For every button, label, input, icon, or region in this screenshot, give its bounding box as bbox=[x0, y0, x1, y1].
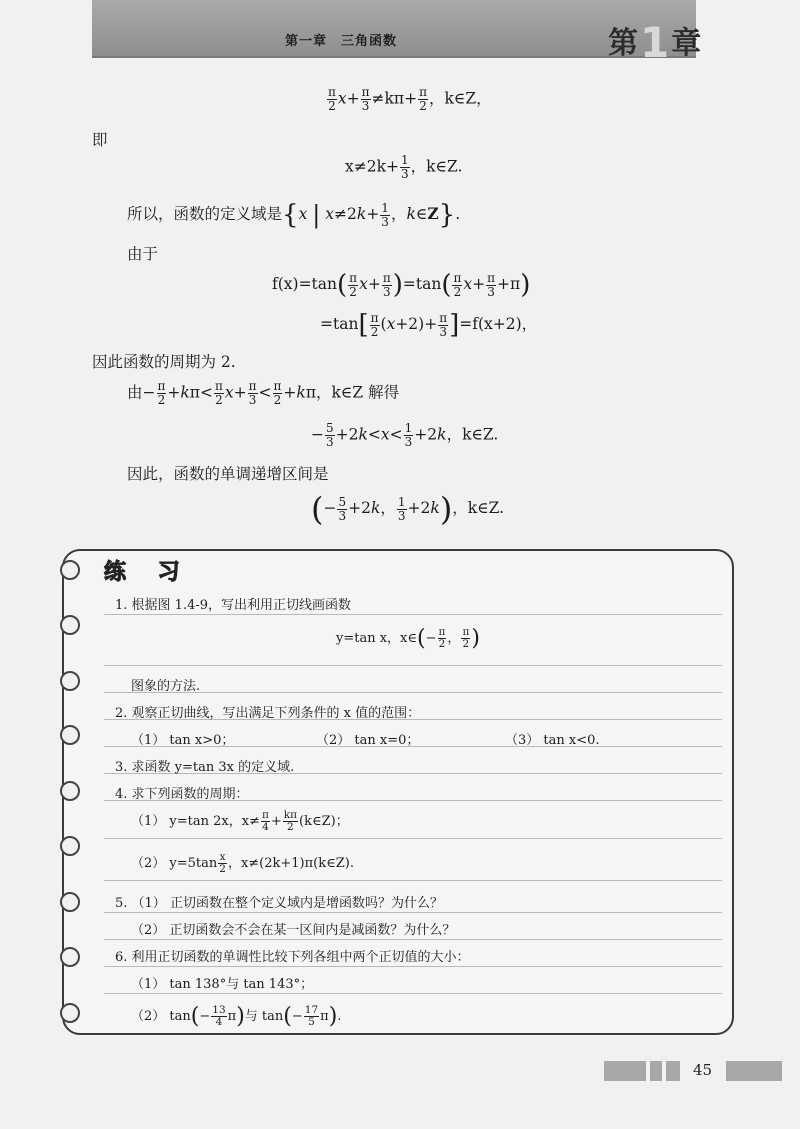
page-number: 45 bbox=[693, 1061, 713, 1079]
ruled-line bbox=[104, 939, 722, 940]
exercise-q2-a: （1） tan x>0； bbox=[131, 733, 235, 748]
exercise-q1-tail: 图象的方法. bbox=[131, 679, 201, 694]
period-sentence: 因此函数的周期为 2. bbox=[92, 353, 236, 371]
footer-bar bbox=[604, 1061, 646, 1081]
exercise-q1-formula: y=tan x，x∈(− $\frac{\pi}{2}$ ， $\frac{\pi}{2}$ ) bbox=[336, 626, 480, 651]
exercise-q3: 3. 求函数 y=tan 3x 的定义域. bbox=[115, 760, 295, 775]
equation-3: f(x)=tan( $\frac{\pi}{2}$ x+ $\frac{\pi}{3}$ )=tan( $\frac{\pi}{2}$ x+ $\frac{\pi}{3}$ +π) bbox=[272, 270, 531, 300]
chapter-header-bar bbox=[92, 0, 696, 58]
ruled-line bbox=[104, 614, 722, 615]
equation-2: x≠2k+ $\frac{1}{3}$ ，k∈Z. bbox=[345, 153, 463, 181]
equation-4: =tan[ $\frac{\pi}{2}$ (x+2)+ $\frac{\pi}{3}$ ]=f(x+2)， bbox=[320, 310, 538, 340]
ruled-line bbox=[104, 966, 722, 967]
chapter-title: 第一章 三角函数 bbox=[285, 34, 398, 49]
exercise-q4-b: （2） y=5tan $\frac{x}{2}$ ，x≠(2k+1)π(k∈Z). bbox=[131, 851, 354, 875]
increase-interval: (− $\frac{5}{3}$ +2k， $\frac{1}{3}$ +2k)，k∈Z. bbox=[311, 490, 505, 528]
binder-ring bbox=[60, 615, 80, 635]
badge-prefix: 第 bbox=[608, 26, 640, 61]
exercise-q6-a: （1） tan 138°与 tan 143°； bbox=[131, 977, 314, 992]
ruled-line bbox=[104, 838, 722, 839]
exercise-q5-a: 5. （1） 正切函数在整个定义域内是增函数吗？为什么？ bbox=[115, 896, 443, 911]
binder-ring bbox=[60, 1003, 80, 1023]
binder-ring bbox=[60, 560, 80, 580]
exercise-q2: 2. 观察正切曲线，写出满足下列条件的 x 值的范围： bbox=[115, 706, 421, 721]
binder-ring bbox=[60, 781, 80, 801]
exercise-q2-c: （3） tan x<0. bbox=[505, 733, 600, 748]
footer-bar bbox=[650, 1061, 662, 1081]
binder-ring bbox=[60, 836, 80, 856]
badge-suffix: 章 bbox=[671, 26, 704, 61]
exercise-q4-a: （1） y=tan 2x，x≠ $\frac{\pi}{4}$ + $\frac{k\pi}{2}$ (k∈Z)； bbox=[131, 809, 349, 833]
exercise-q6: 6. 利用正切函数的单调性比较下列各组中两个正切值的大小： bbox=[115, 950, 470, 965]
binder-ring bbox=[60, 892, 80, 912]
exercise-q2-b: （2） tan x=0； bbox=[316, 733, 420, 748]
chapter-badge bbox=[608, 14, 704, 67]
footer-bar bbox=[666, 1061, 680, 1081]
text-youyu: 由于 bbox=[127, 245, 159, 263]
equation-1: $\frac{\pi}{2}$ x+ $\frac{\pi}{3}$ ≠kπ+ $\frac{\pi}{2}$ ，k∈Z， bbox=[328, 85, 492, 113]
solve-inequality: 由− $\frac{\pi}{2}$ +kπ< $\frac{\pi}{2}$ x+ $\frac{\pi}{3}$ < $\frac{\pi}{2}$ +kπ，k∈Z 解得 bbox=[127, 379, 400, 407]
result-inequality: − $\frac{5}{3}$ +2k<x< $\frac{1}{3}$ +2k，k∈Z. bbox=[311, 421, 499, 449]
ruled-line bbox=[104, 880, 722, 881]
footer-bar bbox=[726, 1061, 782, 1081]
badge-number: 1 bbox=[640, 18, 672, 67]
ruled-line bbox=[104, 912, 722, 913]
domain-sentence: 所以，函数的定义域是{x | x≠2k+ $\frac{1}{3}$ ，k∈Z}. bbox=[127, 200, 461, 230]
exercise-q6-b: （2） tan(− $\frac{13}{4}$ π)与 tan(− $\frac{17}{5}$ π). bbox=[131, 1004, 342, 1029]
binder-ring bbox=[60, 671, 80, 691]
exercise-title: 练 习 bbox=[104, 560, 192, 585]
exercise-q5-b: （2） 正切函数会不会在某一区间内是减函数？为什么？ bbox=[131, 923, 456, 938]
binder-ring bbox=[60, 725, 80, 745]
binder-ring bbox=[60, 947, 80, 967]
ruled-line bbox=[104, 665, 722, 666]
text-ji: 即 bbox=[92, 131, 108, 149]
exercise-q4: 4. 求下列函数的周期： bbox=[115, 787, 249, 802]
ruled-line bbox=[104, 993, 722, 994]
increase-sentence: 因此，函数的单调递增区间是 bbox=[127, 465, 329, 483]
exercise-q1: 1. 根据图 1.4-9，写出利用正切线画函数 bbox=[115, 598, 352, 613]
